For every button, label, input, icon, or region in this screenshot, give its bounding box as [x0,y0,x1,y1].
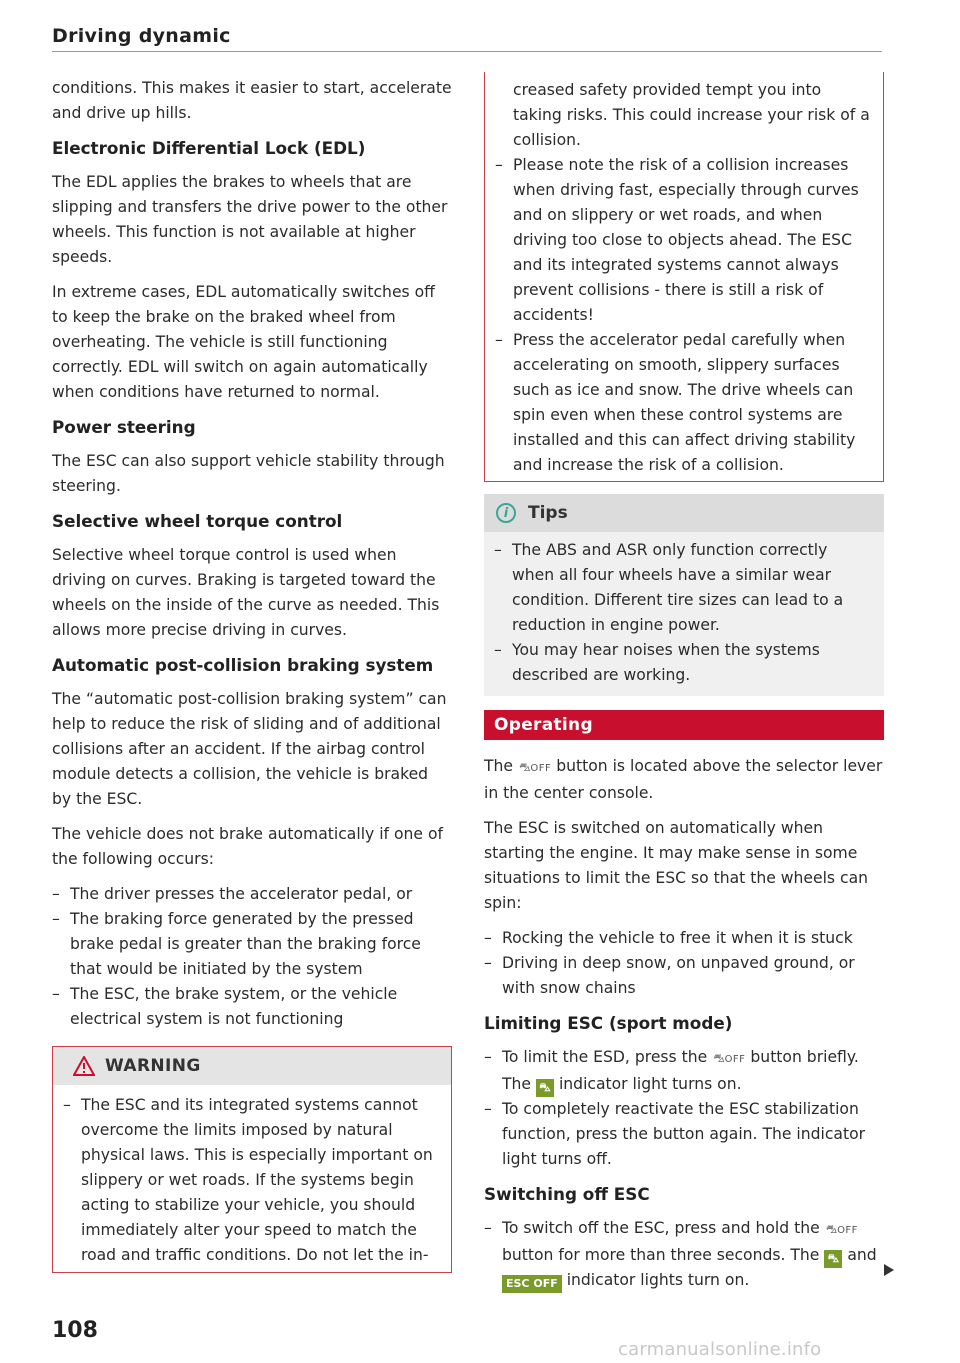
power-steering-paragraph: The ESC can also support vehicle stability through steering. [52,452,445,495]
warning-box [52,1046,452,1273]
esc-off-button-icon: ⛍OFF [517,760,552,774]
text-span: indicator light turns on. [558,1075,742,1093]
operating-paragraph-1 [484,754,884,806]
text-span: and [847,1246,877,1264]
tips-box [484,494,884,696]
text-span: indicator lights turn on. [566,1271,750,1289]
operating-section-title: Operating [484,710,884,740]
edl-paragraph-2: In extreme cases, EDL automatically switches off to keep the brake on the braked wheel from overheating. The vehicle is still functioning correctly. EDL will switch on again automatically when conditions have returned to normal. [52,283,435,401]
tips-body [484,532,884,696]
warning-item: – The ESC and its integrated systems cannot overcome the limits imposed by natural physical laws. This is especially important on slippery or wet roads. If the systems begin acting to stabilize your vehicle, you should immediately alter your speed to match the road and traffic conditions. Do not let the in- [63,1093,441,1268]
operating-paragraph-2: The ESC is switched on automatically when starting the engine. It may make sense in some situations to limit the ESC so that the wheels can spin: [484,819,869,912]
sport-mode-list [484,1045,884,1172]
list-item: – The driver presses the accelerator pedal, or [52,882,452,907]
tips-item: – The ABS and ASR only function correctly when all four wheels have a similar wear condition. Different tire sizes can lead to a reduction in engine power. [494,538,874,638]
text-span: button is located above the selector lever in the center console. [484,757,883,802]
tips-title: Tips [528,502,568,523]
operating-list [484,926,884,1001]
post-collision-list [52,882,452,1032]
left-column [52,76,452,1273]
tips-item: – You may hear noises when the systems described are working. [494,638,874,688]
info-icon: i [496,503,516,523]
edl-paragraph-1: The EDL applies the brakes to wheels that are slipping and transfers the drive power to the other wheels. This function is not available at higher speeds. [52,173,448,266]
page-header-title: Driving dynamic [52,25,231,47]
post-collision-heading: Automatic post-collision braking system [52,655,434,675]
esc-indicator-icon: ⛍ [536,1079,554,1097]
edl-heading: Electronic Differential Lock (EDL) [52,138,366,158]
text-span: button for more than three seconds. The [502,1246,820,1264]
sport-mode-heading: Limiting ESC (sport mode) [484,1013,733,1033]
right-column [484,76,884,1303]
esc-indicator-icon: ⛍ [824,1250,842,1268]
torque-heading: Selective wheel torque control [52,511,343,531]
list-item: – Driving in deep snow, on unpaved ground, or with snow chains [484,951,884,1001]
warning-header [53,1047,451,1085]
list-item: – The braking force generated by the pressed brake pedal is greater than the braking force that would be initiated by the system [52,907,452,982]
warning-item: – Please note the risk of a collision increases when driving fast, especially through curves and on slippery or wet roads, and when driving too close to objects ahead. The ESC and its integrated systems cannot always prevent collisions - there is still a risk of accidents! [495,153,873,328]
esc-off-button-icon: ⛍OFF [824,1222,858,1236]
watermark: carmanualsonline.info [618,1339,822,1360]
esc-off-indicator-icon: ESC OFF [502,1275,562,1293]
warning-continuation [484,72,884,482]
post-collision-paragraph-1: The “automatic post-collision braking system” can help to reduce the risk of sliding and of additional collisions after an accident. If the airbag control module detects a collision, the vehicle is braked by the ESC. [52,690,447,808]
text-span: To limit the ESD, press the [502,1048,708,1066]
header-divider [52,51,882,52]
text-span: To switch off the ESC, press and hold the [502,1219,820,1237]
list-item [484,1045,884,1097]
post-collision-paragraph-2: The vehicle does not brake automatically if one of the following occurs: [52,825,444,868]
text-span: The [484,757,514,775]
list-item: – Rocking the vehicle to free it when it is stuck [484,926,884,951]
warning-triangle-icon [73,1056,95,1076]
warning-title: WARNING [105,1055,201,1076]
esc-off-button-icon: ⛍OFF [712,1051,746,1065]
switch-off-list [484,1216,884,1293]
warning-item-continued: creased safety provided tempt you into taking risks. This could increase your risk of a collision. [513,81,870,149]
list-item: – To completely reactivate the ESC stabilization function, press the button again. The indicator light turns off. [484,1097,884,1172]
intro-paragraph: conditions. This makes it easier to start, accelerate and drive up hills. [52,79,452,122]
page-number: 108 [52,1318,98,1343]
torque-paragraph: Selective wheel torque control is used when driving on curves. Braking is targeted toward the wheels on the inside of the curve as needed. This allows more precise driving in curves. [52,546,440,639]
tips-header [484,494,884,532]
list-item: – The ESC, the brake system, or the vehicle electrical system is not functioning [52,982,452,1032]
list-item [484,1216,884,1293]
power-steering-heading: Power steering [52,417,196,437]
warning-body [53,1085,451,1272]
continue-arrow-icon [884,1264,894,1276]
text-span: button briefly. The [502,1048,859,1093]
warning-item: – Press the accelerator pedal carefully when accelerating on smooth, slippery surfaces such as ice and snow. The drive wheels can spin even when these control systems are installed and this can affect driving stability and increase the risk of a collision. [495,328,873,478]
switch-off-heading: Switching off ESC [484,1184,650,1204]
